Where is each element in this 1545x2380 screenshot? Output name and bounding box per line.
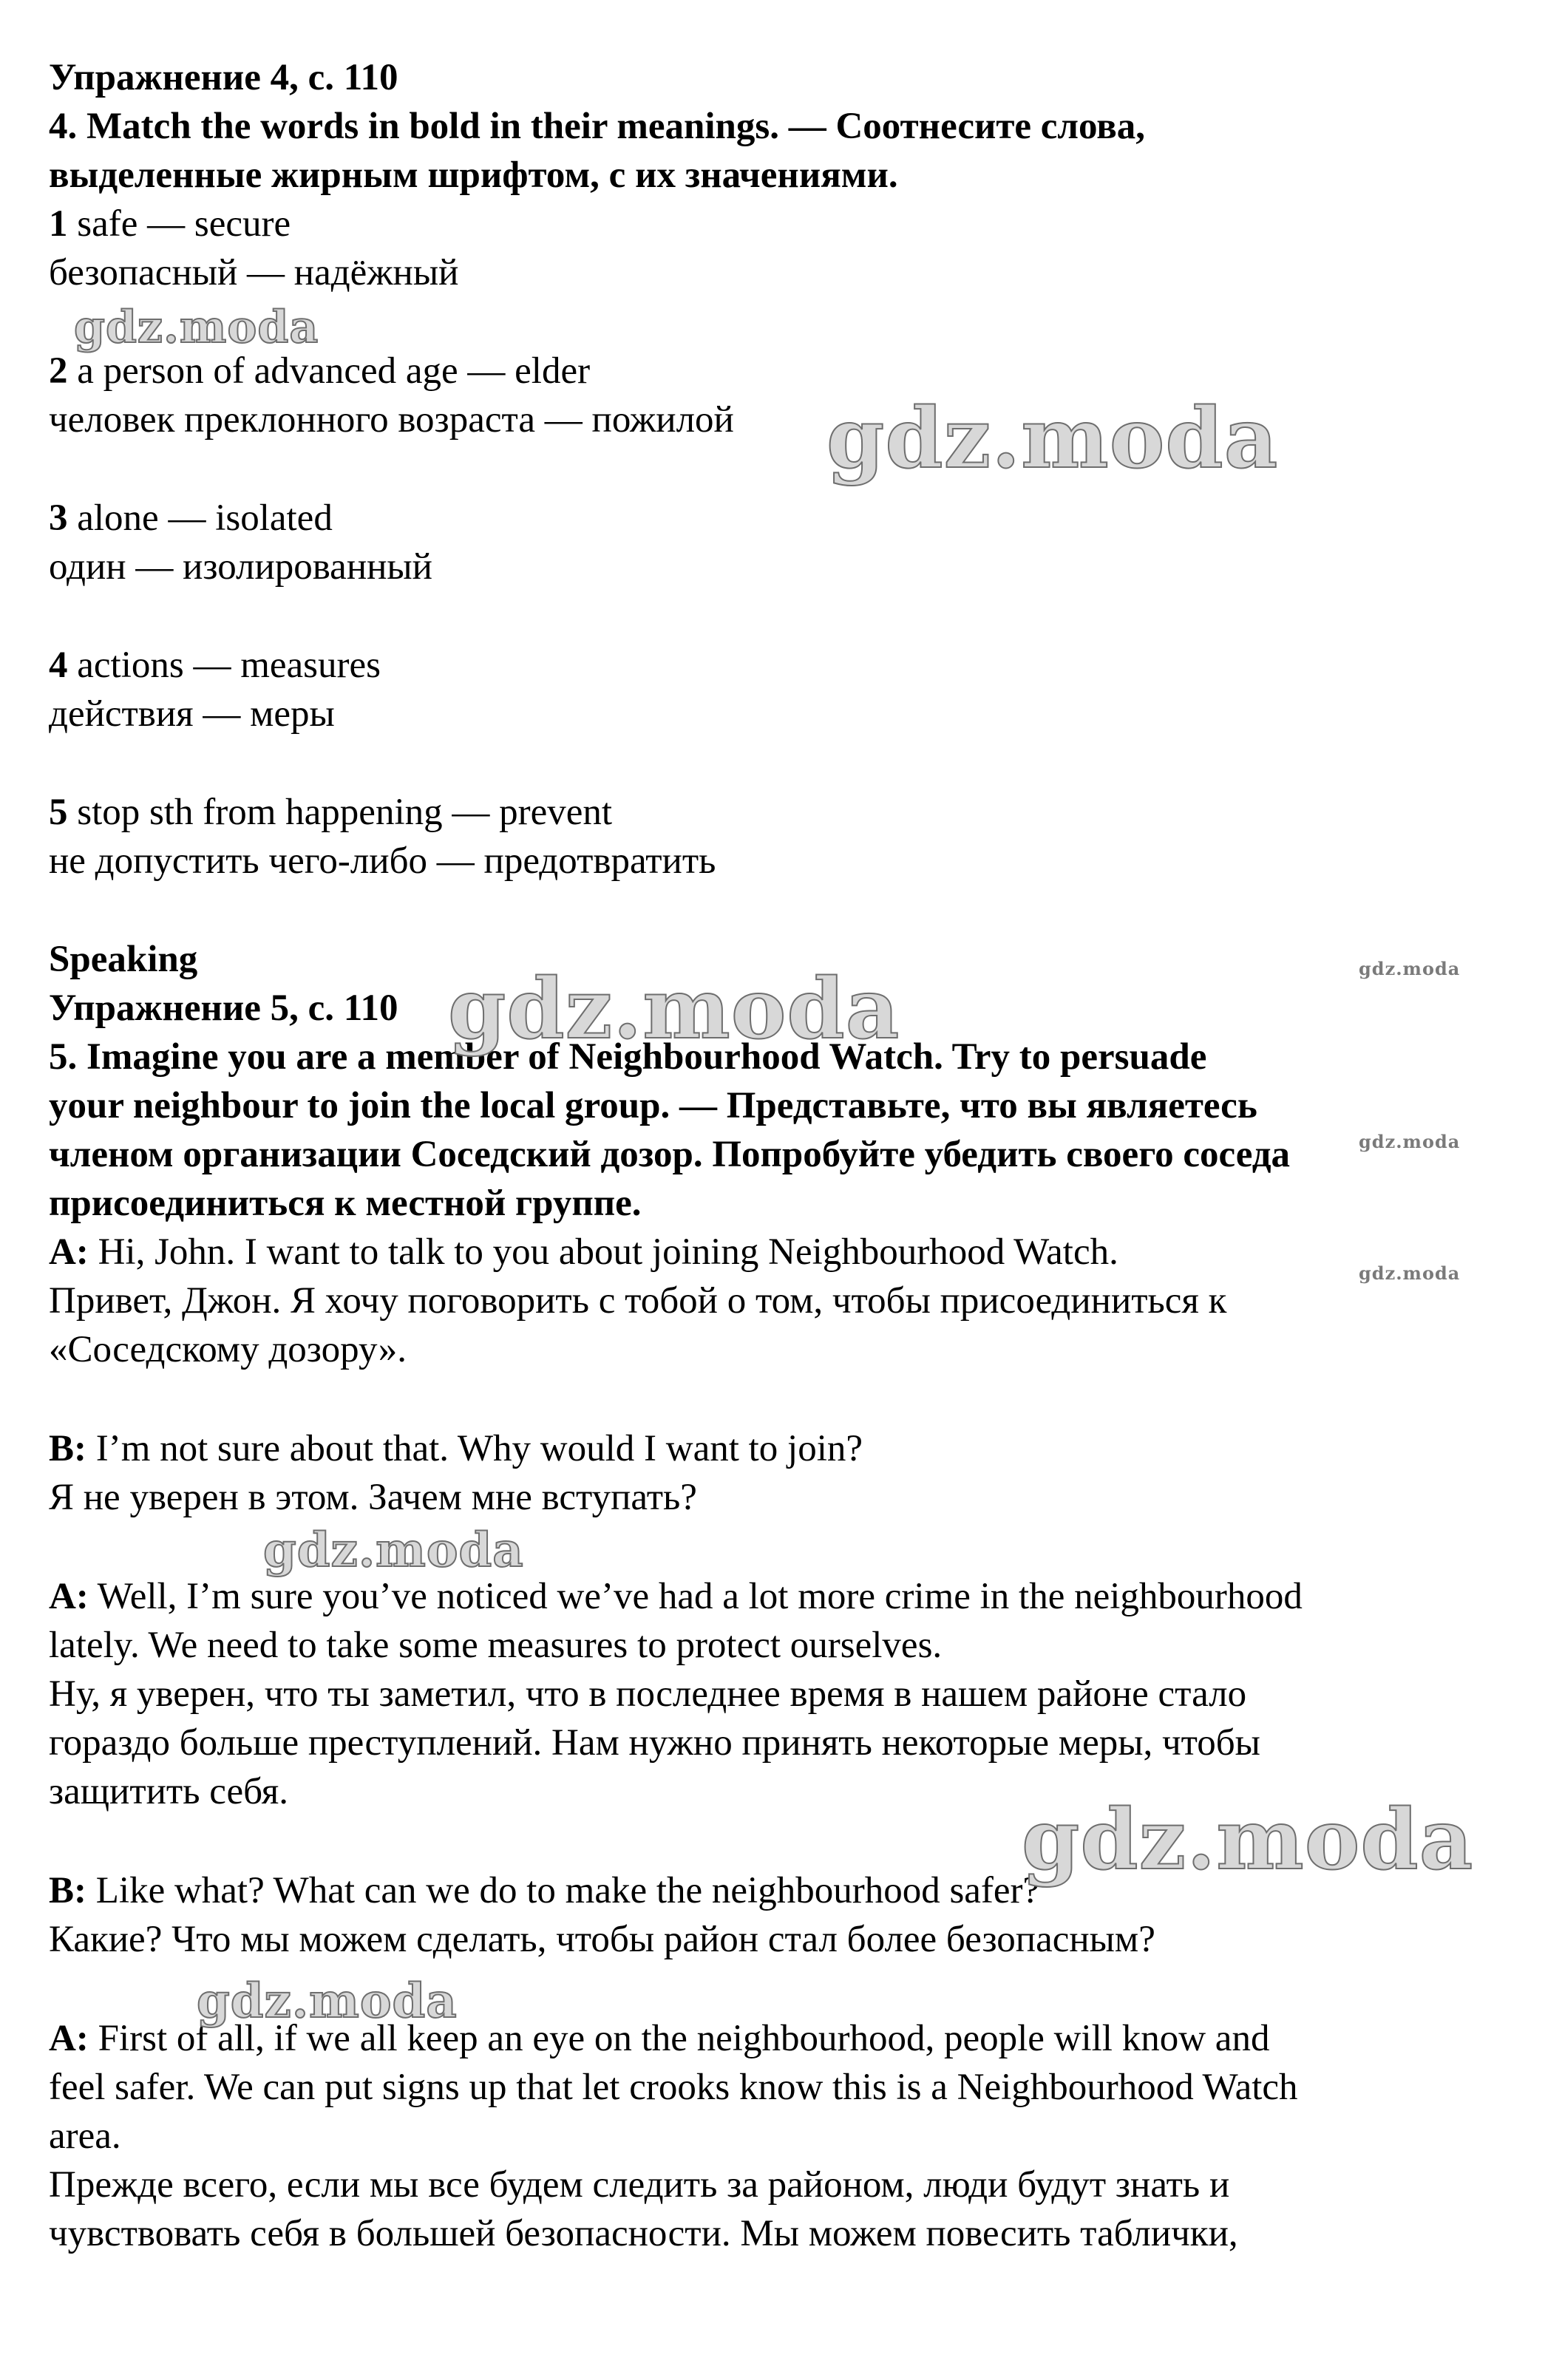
- speaker-label: A:: [49, 1231, 89, 1273]
- dialogue-russian: гораздо больше преступлений. Нам нужно принять некоторые меры, чтобы: [49, 1722, 1260, 1764]
- watermark-logo: gdz.moda: [1359, 958, 1461, 979]
- match-item-5: [49, 788, 1498, 885]
- match-item-1: [49, 200, 1498, 297]
- watermark-logo: gdz.moda: [263, 1523, 524, 1578]
- item-number: 4: [49, 645, 68, 686]
- dialogue-turn-4: [49, 1866, 1498, 1964]
- exercise-5-task-line-3: членом организации Соседский дозор. Попробуйте убедить своего соседа: [49, 1134, 1290, 1175]
- match-item-3: [49, 494, 1498, 591]
- item-english: safe — secure: [67, 203, 291, 245]
- dialogue-english: feel safer. We can put signs up that let crooks know this is a Neighbourhood Watch: [49, 2067, 1298, 2108]
- item-english: stop sth from happening — prevent: [67, 792, 613, 833]
- item-russian: действия — меры: [49, 693, 335, 735]
- speaker-label: A:: [49, 1576, 89, 1617]
- watermark-logo: gdz.moda: [74, 302, 319, 353]
- item-number: 3: [49, 497, 68, 539]
- watermark-logo: gdz.moda: [1359, 1131, 1461, 1152]
- dialogue-english: lately. We need to take some measures to protect ourselves.: [49, 1625, 943, 1666]
- item-english: actions — measures: [67, 645, 381, 686]
- speaking-heading: Speaking: [49, 939, 198, 980]
- dialogue-russian: Привет, Джон. Я хочу поговорить с тобой о том, чтобы присоединиться к: [49, 1280, 1227, 1322]
- watermark-logo: gdz.moda: [1022, 1792, 1474, 1888]
- dialogue-turn-2: [49, 1424, 1498, 1522]
- exercise-4-task-line-1: 4. Match the words in bold in their meanings. — Соотнесите слова,: [49, 106, 1146, 147]
- watermark-logo: gdz.moda: [1359, 1262, 1461, 1284]
- document-page: [49, 53, 1498, 2258]
- dialogue-english: I’m not sure about that. Why would I want to join?: [86, 1428, 863, 1469]
- dialogue-turn-5: [49, 2014, 1498, 2258]
- dialogue-russian: Я не уверен в этом. Зачем мне вступать?: [49, 1477, 697, 1518]
- match-item-4: [49, 641, 1498, 738]
- exercise-5-task-line-4: присоединиться к местной группе.: [49, 1183, 642, 1224]
- item-russian: человек преклонного возраста — пожилой: [49, 399, 734, 441]
- dialogue-russian: чувствовать себя в большей безопасности. Мы можем повесить таблички,: [49, 2213, 1238, 2254]
- item-russian: не допустить чего-либо — предотвратить: [49, 840, 716, 882]
- dialogue-russian: Прежде всего, если мы все будем следить за районом, люди будут знать и: [49, 2164, 1230, 2206]
- dialogue-turn-3: [49, 1572, 1498, 1816]
- dialogue-russian: Ну, я уверен, что ты заметил, что в последнее время в нашем районе стало: [49, 1673, 1247, 1715]
- dialogue-english: First of all, if we all keep an eye on the neighbourhood, people will know and: [88, 2018, 1270, 2059]
- match-item-2: [49, 347, 1498, 444]
- item-russian: один — изолированный: [49, 546, 432, 588]
- item-english: a person of advanced age — elder: [67, 350, 591, 392]
- watermark-logo: gdz.moda: [197, 1973, 458, 2029]
- exercise-5-task-line-1: 5. Imagine you are a member of Neighbourhood Watch. Try to persuade: [49, 1036, 1207, 1078]
- dialogue-english: Well, I’m sure you’ve noticed we’ve had a lot more crime in the neighbourhood: [88, 1576, 1303, 1617]
- item-number: 2: [49, 350, 68, 392]
- dialogue-russian: защитить себя.: [49, 1771, 289, 1812]
- dialogue-english: area.: [49, 2115, 121, 2157]
- item-number: 1: [49, 203, 68, 245]
- dialogue-turn-1: [49, 1228, 1498, 1374]
- watermark-logo: gdz.moda: [448, 961, 900, 1058]
- exercise-4-title: Упражнение 4, с. 110: [49, 57, 398, 98]
- exercise-4-task-line-2: выделенные жирным шрифтом, с их значениями.: [49, 154, 898, 196]
- dialogue-russian: Какие? Что мы можем сделать, чтобы район стал более безопасным?: [49, 1919, 1155, 1960]
- item-russian: безопасный — надёжный: [49, 252, 459, 293]
- item-english: alone — isolated: [67, 497, 333, 539]
- dialogue-english: Hi, John. I want to talk to you about joining Neighbourhood Watch.: [88, 1231, 1118, 1273]
- watermark-logo: gdz.moda: [826, 390, 1279, 487]
- dialogue-english: Like what? What can we do to make the neighbourhood safer?: [86, 1870, 1040, 1911]
- speaker-label: B:: [49, 1870, 86, 1911]
- speaker-label: A:: [49, 2018, 89, 2059]
- exercise-5-title: Упражнение 5, с. 110: [49, 987, 398, 1029]
- exercise-5-task-line-2: your neighbour to join the local group. — Представьте, что вы являетесь: [49, 1085, 1257, 1126]
- dialogue-russian: «Соседскому дозору».: [49, 1329, 407, 1370]
- item-number: 5: [49, 792, 68, 833]
- speaker-label: B:: [49, 1428, 86, 1469]
